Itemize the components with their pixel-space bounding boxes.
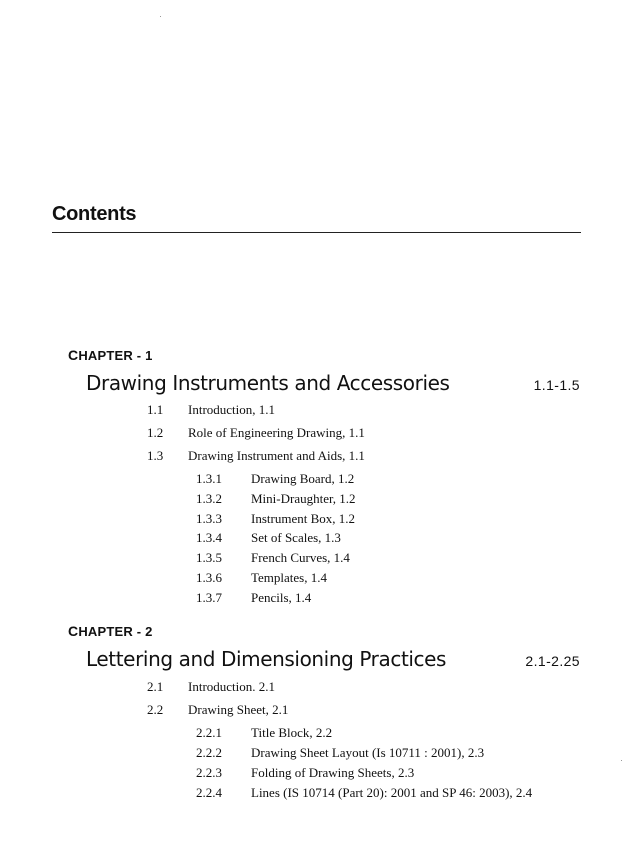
scan-speck: [621, 760, 622, 761]
toc-entry-number: 2.2.3: [196, 764, 222, 780]
toc-entry-text: Mini-Draughter, 1.2: [251, 490, 356, 506]
page-title: Contents: [52, 203, 137, 225]
toc-entry-number: 1.1: [147, 402, 164, 417]
title-rule: [52, 232, 581, 233]
toc-entry-number: 2.2.2: [196, 744, 222, 760]
toc-entry-text: Drawing Board, 1.2: [251, 470, 355, 486]
toc-entry-number: 1.3.6: [196, 570, 222, 586]
toc-entry-number: 1.3.1: [196, 470, 222, 486]
toc-entry-text: Templates, 1.4: [251, 570, 327, 586]
chapter-1-title[interactable]: Drawing Instruments and Accessories: [86, 371, 450, 395]
toc-entry-number: 1.3.4: [196, 530, 222, 546]
toc-entry-text: Set of Scales, 1.3: [251, 530, 341, 546]
toc-entry-text: Lines (IS 10714 (Part 20): 2001 and SP 46: 2003), 2.4: [251, 784, 533, 800]
chapter-1-page-range: 1.1-1.5: [533, 377, 580, 393]
toc-entry-text: Introduction, 1.1: [188, 402, 276, 417]
toc-entry-text: Pencils, 1.4: [251, 590, 312, 606]
chapter-2-title[interactable]: Lettering and Dimensioning Practices: [86, 647, 447, 671]
toc-entry-number: 1.3.2: [196, 490, 222, 506]
toc-entry-number: 1.2: [147, 424, 164, 440]
toc-entry-text: Role of Engineering Drawing, 1.1: [188, 424, 365, 440]
toc-entry-number: 1.3.7: [196, 590, 222, 606]
scan-speck: [160, 16, 161, 17]
toc-entry-number: 1.3: [147, 447, 164, 463]
chapter-2-label: CHAPTER - 2: [68, 623, 153, 639]
toc-entry-number: 2.2: [147, 701, 164, 717]
toc-entry-text: Drawing Sheet, 2.1: [188, 701, 289, 717]
toc-entry-text: Folding of Drawing Sheets, 2.3: [251, 764, 415, 780]
toc-entry-text: Drawing Sheet Layout (Is 10711 : 2001), 2.3: [251, 744, 485, 760]
chapter-2-page-range: 2.1-2.25: [525, 653, 580, 669]
toc-entry-text: Title Block, 2.2: [251, 724, 333, 740]
chapter-1-label: CHAPTER - 1: [68, 347, 153, 363]
toc-entry-number: 2.1: [147, 679, 164, 694]
toc-entry-number: 2.2.4: [196, 784, 222, 800]
toc-entry-number: 1.3.3: [196, 510, 222, 526]
toc-entry-text: Instrument Box, 1.2: [251, 510, 355, 526]
toc-entry-number: 1.3.5: [196, 550, 222, 566]
toc-entry-text: Drawing Instrument and Aids, 1.1: [188, 447, 365, 463]
toc-entry-text: French Curves, 1.4: [251, 550, 350, 566]
toc-entry-text: Introduction. 2.1: [188, 679, 276, 694]
toc-entry-number: 2.2.1: [196, 724, 222, 740]
